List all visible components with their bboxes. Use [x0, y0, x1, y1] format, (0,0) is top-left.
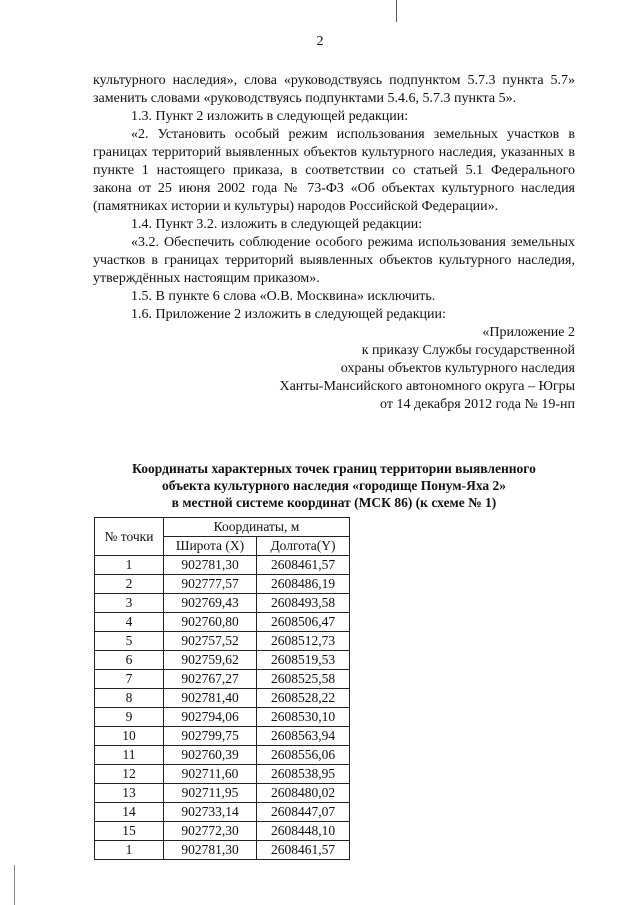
table-row	[95, 708, 350, 727]
latitude-cell: 902711,95	[164, 784, 257, 803]
longitude-cell: 2608530,10	[257, 708, 350, 727]
paragraph: «2. Установить особый режим использования земельных участков в границах территорий выявленных объектов культурного наследия, указанных в пункте 1 настоящего приказа, в соответствии со статьей 5.1 Федерального закона от 25 июня 2002 года № 73-ФЗ «Об объектах культурного наследия (памятниках истории и культуры) народов Российской Федерации».	[93, 127, 575, 214]
header-longitude: Долгота(Y)	[257, 537, 350, 556]
point-number-cell: 7	[95, 670, 164, 689]
table-row	[95, 632, 350, 651]
appendix-header-line: «Приложение 2	[482, 325, 575, 340]
point-number-cell: 13	[95, 784, 164, 803]
longitude-cell: 2608448,10	[257, 822, 350, 841]
paragraph: 1.5. В пункте 6 слова «О.В. Москвина» исключить.	[131, 289, 436, 304]
page-number: 2	[316, 34, 324, 49]
table-row	[95, 670, 350, 689]
table-row	[95, 727, 350, 746]
point-number-cell: 12	[95, 765, 164, 784]
longitude-cell: 2608528,22	[257, 689, 350, 708]
table-row	[95, 651, 350, 670]
longitude-cell: 2608461,57	[257, 841, 350, 860]
paragraph: 1.6. Приложение 2 изложить в следующей редакции:	[131, 307, 446, 322]
point-number-cell: 1	[95, 841, 164, 860]
table-title-line: в местной системе координат (МСК 86) (к схеме № 1)	[171, 495, 497, 510]
table-row	[95, 822, 350, 841]
table-row	[95, 613, 350, 632]
table-row	[95, 746, 350, 765]
longitude-cell: 2608493,58	[257, 594, 350, 613]
latitude-cell: 902711,60	[164, 765, 257, 784]
point-number-cell: 8	[95, 689, 164, 708]
appendix-header-line: Ханты-Мансийского автономного округа – Югры	[279, 379, 575, 394]
appendix-header-line: охраны объектов культурного наследия	[340, 361, 575, 376]
table-row	[95, 803, 350, 822]
coordinates-table-body	[95, 556, 350, 860]
point-number-cell: 5	[95, 632, 164, 651]
paragraph: «3.2. Обеспечить соблюдение особого режима использования земельных участков в границах территорий выявленных объектов культурного наследия, утверждённых настоящим приказом».	[93, 235, 575, 286]
longitude-cell: 2608556,06	[257, 746, 350, 765]
point-number-cell: 14	[95, 803, 164, 822]
latitude-cell: 902759,62	[164, 651, 257, 670]
point-number-cell: 6	[95, 651, 164, 670]
header-point-number: № точки	[95, 518, 164, 556]
scan-artifact-edge	[14, 865, 15, 905]
scan-artifact-line	[396, 0, 397, 22]
point-number-cell: 4	[95, 613, 164, 632]
point-number-cell: 9	[95, 708, 164, 727]
appendix-header	[93, 324, 575, 414]
appendix-header-line: от 14 декабря 2012 года № 19-нп	[380, 397, 575, 412]
latitude-cell: 902772,30	[164, 822, 257, 841]
latitude-cell: 902733,14	[164, 803, 257, 822]
latitude-cell: 902757,52	[164, 632, 257, 651]
table-title	[93, 460, 575, 511]
table-row	[95, 689, 350, 708]
longitude-cell: 2608525,58	[257, 670, 350, 689]
point-number-cell: 3	[95, 594, 164, 613]
longitude-cell: 2608447,07	[257, 803, 350, 822]
table-row	[95, 594, 350, 613]
table-row	[95, 784, 350, 803]
header-latitude: Широта (X)	[164, 537, 257, 556]
point-number-cell: 2	[95, 575, 164, 594]
paragraph: культурного наследия», слова «руководствуясь подпунктом 5.7.3 пункта 5.7» заменить словами «руководствуясь подпунктами 5.4.6, 5.7.3 пункта 5».	[93, 73, 575, 106]
table-row	[95, 841, 350, 860]
longitude-cell: 2608506,47	[257, 613, 350, 632]
point-number-cell: 15	[95, 822, 164, 841]
longitude-cell: 2608519,53	[257, 651, 350, 670]
table-title-line: Координаты характерных точек границ территории выявленного	[132, 461, 536, 476]
header-coordinates: Координаты, м	[164, 518, 350, 537]
point-number-cell: 10	[95, 727, 164, 746]
longitude-cell: 2608512,73	[257, 632, 350, 651]
longitude-cell: 2608486,19	[257, 575, 350, 594]
point-number-cell: 1	[95, 556, 164, 575]
body-text	[93, 72, 575, 414]
paragraph: 1.3. Пункт 2 изложить в следующей редакции:	[131, 109, 409, 124]
latitude-cell: 902760,80	[164, 613, 257, 632]
latitude-cell: 902799,75	[164, 727, 257, 746]
latitude-cell: 902767,27	[164, 670, 257, 689]
longitude-cell: 2608480,02	[257, 784, 350, 803]
longitude-cell: 2608538,95	[257, 765, 350, 784]
latitude-cell: 902777,57	[164, 575, 257, 594]
table-row	[95, 765, 350, 784]
longitude-cell: 2608461,57	[257, 556, 350, 575]
paragraph: 1.4. Пункт 3.2. изложить в следующей редакции:	[131, 217, 423, 232]
latitude-cell: 902769,43	[164, 594, 257, 613]
table-row	[95, 575, 350, 594]
longitude-cell: 2608563,94	[257, 727, 350, 746]
coordinates-table	[94, 517, 350, 860]
latitude-cell: 902781,30	[164, 556, 257, 575]
latitude-cell: 902794,06	[164, 708, 257, 727]
latitude-cell: 902760,39	[164, 746, 257, 765]
appendix-header-line: к приказу Службы государственной	[361, 343, 575, 358]
point-number-cell: 11	[95, 746, 164, 765]
latitude-cell: 902781,40	[164, 689, 257, 708]
table-row	[95, 556, 350, 575]
latitude-cell: 902781,30	[164, 841, 257, 860]
table-title-line: объекта культурного наследия «городище Понум-Яха 2»	[161, 478, 507, 493]
